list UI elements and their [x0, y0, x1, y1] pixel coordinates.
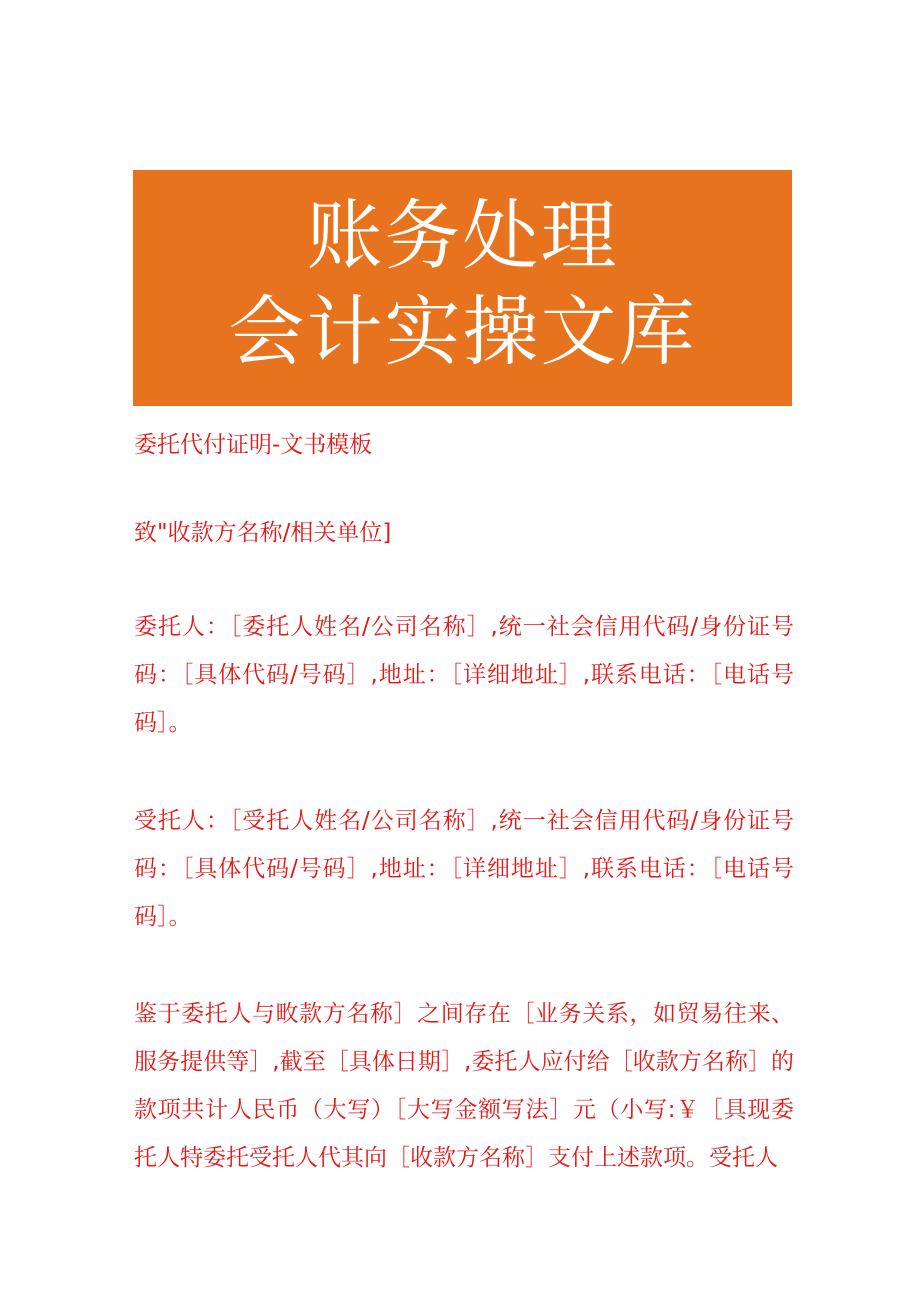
payment-paragraph: 鉴于委托人与畋款方名称］之间存在［业务关系，如贸易往来、服务提供等］,截至［具体日期］,委托人应付给［收款方名称］的款项共计人民币（大写）［大写金额写法］元（小写:￥［具现委托人特委托受托人代其向［收款方名称］支付上述款项。受托人 [134, 1001, 794, 1171]
document-title: 委托代付证明-文书模板 [134, 432, 373, 458]
document-body [134, 425, 794, 1182]
salutation: 致"收款方名称/相关单位] [134, 520, 392, 546]
banner-title-line-2: 会计实操文库 [228, 287, 697, 376]
agent-paragraph: 受托人：［受托人姓名/公司名称］,统一社会信用代码/身份证号码：［具体代码/号码］,地址：［详细地址］,联系电话：［电话号码］。 [134, 808, 794, 930]
principal-paragraph: 委托人：［委托人姓名/公司名称］,统一社会信用代码/身份证号码：［具体代码/号码］,地址：［详细地址］,联系电话：［电话号码］。 [134, 614, 794, 736]
banner-title-line-1: 账务处理 [306, 191, 619, 280]
header-banner [133, 170, 792, 406]
